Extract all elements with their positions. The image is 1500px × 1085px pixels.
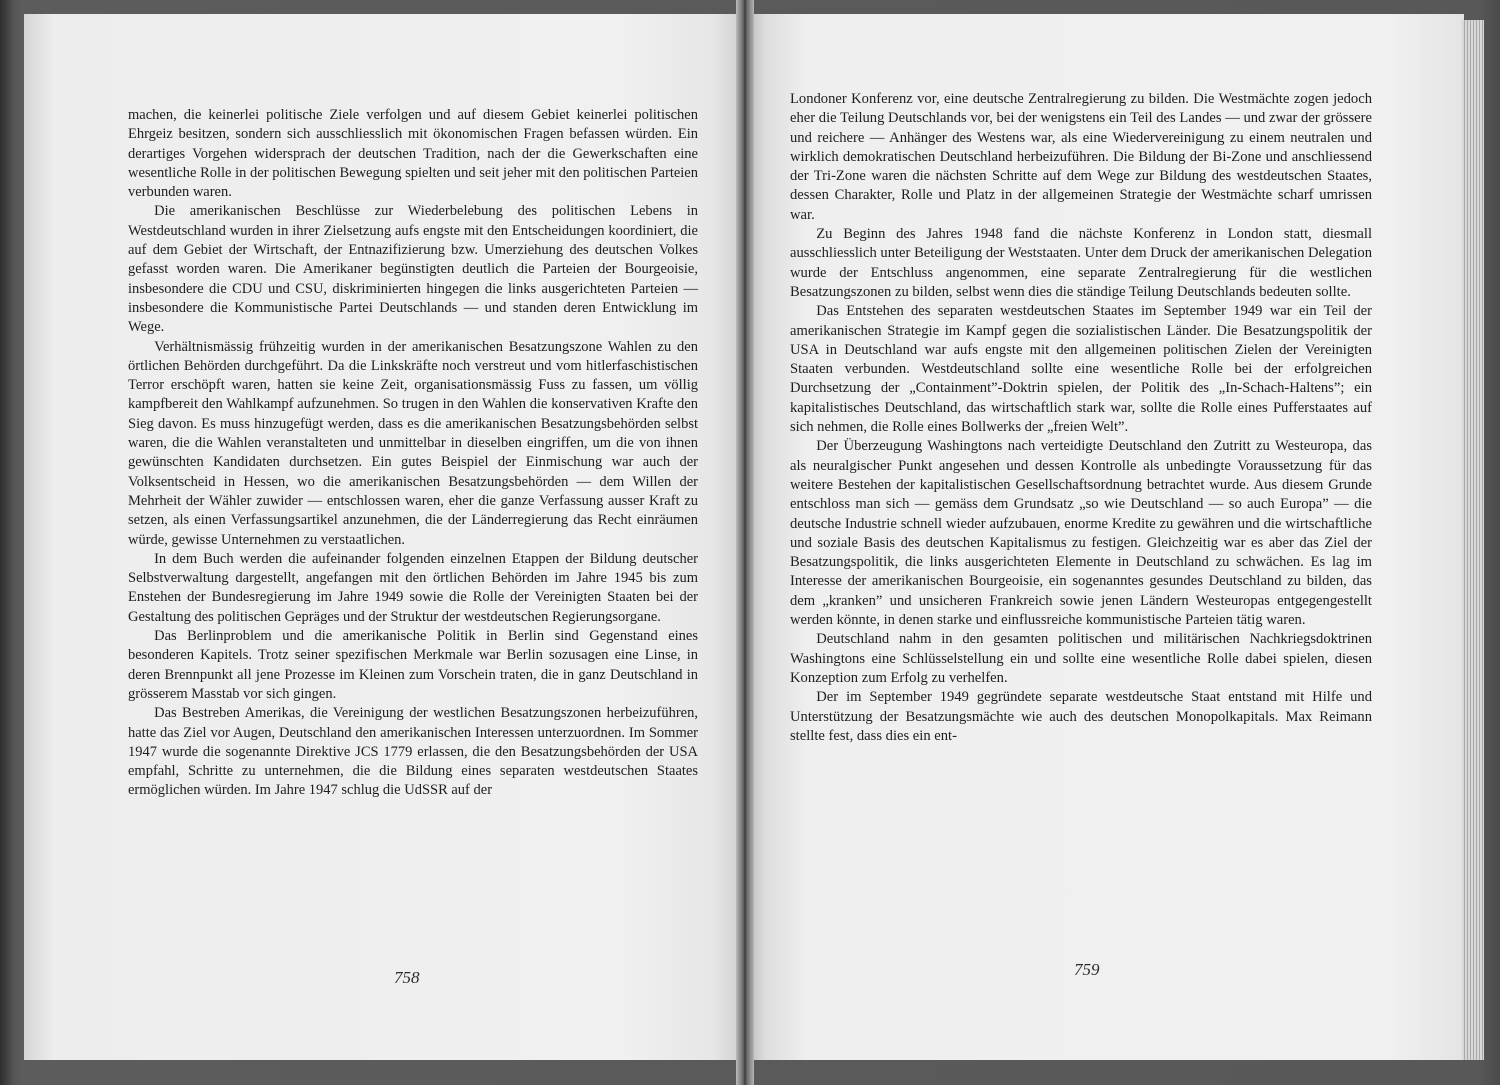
paragraph: Das Bestreben Amerikas, die Vereinigung der westlichen Besatzungszonen herbeizuführen, hatte das Ziel vor Augen, Deutschland den amerikanischen Interessen unterzuordnen. Im Sommer 1947 wurde die sogenannte Direktive JCS 1779 erlassen, die den Besatzungsbehörden der USA empfahl, Schritte zu unternehmen, die die Bildung eines separaten westdeutschen Staates ermöglichen würden. Im Jahre 1947 schlug die UdSSR auf der bbox=[128, 705, 698, 799]
left-page-text bbox=[128, 106, 698, 801]
right-page bbox=[748, 14, 1464, 1060]
page-edges bbox=[1462, 20, 1484, 1060]
paragraph: Der im September 1949 gegründete separate westdeutsche Staat entstand mit Hilfe und Unterstützung der Besatzungsmächte wie auch des deutschen Monopolkapitals. Max Reimann stellte fest, dass dies ein ent- bbox=[790, 689, 1372, 744]
left-page bbox=[24, 14, 742, 1060]
book-gutter bbox=[736, 0, 754, 1085]
paragraph: Deutschland nahm in den gesamten politischen und militärischen Nachkriegsdoktrinen Washingtons eine Schlüsselstellung ein und sollte eine wesentliche Rolle dabei spielen, diesen Konzeption zum Erfolg zu verhelfen. bbox=[790, 631, 1372, 686]
page-number-left: 758 bbox=[394, 968, 420, 987]
right-page-text bbox=[790, 90, 1372, 746]
paragraph: In dem Buch werden die aufeinander folgenden einzelnen Etappen der Bildung deutscher Selbstverwaltung dargestellt, angefangen mit den örtlichen Behörden im Jahre 1945 bis zum Enstehen der Bundesregierung im Jahre 1949 sowie die Rolle der Vereinigten Staaten bei der Gestaltung des politischen Gepräges und der Struktur der westdeutschen Regierungsorgane. bbox=[128, 550, 698, 625]
page-number-right: 759 bbox=[1074, 960, 1100, 979]
paragraph: Londoner Konferenz vor, eine deutsche Zentralregierung zu bilden. Die Westmächte zogen jedoch eher die Teilung Deutschlands vor, bei der wenigstens ein Teil des Landes — und zwar der grössere und reichere — Anhänger des Westens war, als eine Wiedervereinigung zu einem neutralen und wirklich demokratischen Deutschland herbeizuführen. Die Bildung der Bi-Zone und anschliessend der Tri-Zone waren die nächsten Schritte auf dem Wege zur Bildung des westdeutschen Staates, dessen Charakter, Rolle und Platz in der allgemeinen Strategie der Westmächte scharf umrissen war. bbox=[790, 91, 1372, 223]
paragraph: Zu Beginn des Jahres 1948 fand die nächste Konferenz in London statt, diesmall ausschliesslich unter Beteiligung der Weststaaten. Unter dem Druck der amerikanischen Delegation wurde der Entschluss angenommen, eine separate Zentralregierung für die westlichen Besatzungszonen zu bilden, selbst wenn dies die ständige Teilung Deutschlands bedeuten sollte. bbox=[790, 226, 1372, 300]
paragraph: Der Überzeugung Washingtons nach verteidigte Deutschland den Zutritt zu Westeuropa, das als neuralgischer Punkt angesehen und dessen Kontrolle als unbedingte Voraussetzung für das weitere Bestehen der kapitalistischen Gesellschaftsordnung betrachtet wurde. Aus diesem Grunde entschloss man sich — gemäss dem Grundsatz „so wie Deutschland — so auch Europa” — die deutsche Industrie schnell wieder aufzubauen, enorme Kredite zu gewähren und die wirtschaftliche und soziale Basis des deutschen Kapitalismus zu festigen. Gleichzeitig war es aber das Ziel der Besatzungspolitik, die links ausgerichteten Elemente in Deutschland zu schwächen. Es lag im Interesse der amerikanischen Bourgeoisie, ein sogenanntes gesundes Deutschland zu bilden, das dem „kranken” und unsicheren Frankreich sowie jenen Ländern Westeuropas entgegengestellt werden könnte, in denen starke und einflussreiche kommunistische Parteien tätig waren. bbox=[790, 438, 1372, 629]
paragraph: Verhältnismässig frühzeitig wurden in der amerikanischen Besatzungszone Wahlen zu den örtlichen Behörden durchgeführt. Da die Linkskräfte noch verstreut und vom hitlerfaschistischen Terror erschöpft waren, hatten sie keine Zeit, organisationsmässig Fuss zu fassen, um völlig kampfbereit den Wahlkampf aufzunehmen. So trugen in den Wahlen die konservativen Krafte den Sieg davon. Es muss hinzugefügt werden, dass es die amerikanischen Besatzungsbehörden selbst waren, die die Wahlen veranstalteten und unmittelbar in dieselben eingriffen, um die von ihnen gewünschten Kandidaten durchsetzen. Ein gutes Beispiel der Einmischung war auch der Volksentscheid in Hessen, wo die amerikanischen Besatzungsbehörden — dem Willen der Mehrheit der Wähler zuwider — entschlossen waren, eher die ganze Verfassung ausser Kraft zu setzen, als einen Verfassungsartikel anzunehmen, die der Länderregierung das Recht einräumen würde, gewisse Unternehmen zu verstaatlichen. bbox=[128, 338, 698, 548]
paragraph: Das Berlinproblem und die amerikanische Politik in Berlin sind Gegenstand eines besonderen Kapitels. Trotz seiner spezifischen Merkmale war Berlin sozusagen eine Linse, in deren Brennpunkt all jene Prozesse im Kleinen zum Vorschein traten, die in ganz Deutschland in grösserem Masstab vor sich gingen. bbox=[128, 628, 698, 702]
paragraph: Die amerikanischen Beschlüsse zur Wiederbelebung des politischen Lebens in Westdeutschland wurden in ihrer Zielsetzung aufs engste mit den Entscheidungen koordiniert, die auf dem Gebiet der Wirtschaft, der Entnazifizierung bzw. Umerziehung des deutschen Volkes gefasst worden waren. Die Amerikaner begünstigten deutlich die Parteien der Bourgeoisie, insbesondere die CDU und CSU, diskriminierten hingegen die links ausgerichteten Parteien — insbesondere die Kommunistische Partei Deutschlands — und standen deren Entwicklung im Wege. bbox=[128, 203, 698, 336]
paragraph: Das Entstehen des separaten westdeutschen Staates im September 1949 war ein Teil der amerikanischen Strategie im Kampf gegen die sozialistischen Länder. Die Besatzungspolitik der USA in Deutschland war aufs engste mit den allgemeinen politischen Zielen der Vereinigten Staaten verbunden. Westdeutschland sollte eine wesentliche Rolle bei der erfolgreichen Durchsetzung der „Containment”-Doktrin spielen, der Politik des „In-Schach-Haltens”; ein kapitalistisches Deutschland, das wirtschaftlich stark war, sollte die Rolle eines Pufferstaates auf sich nehmen, die Rolle eines Bollwerks der „freien Welt”. bbox=[790, 303, 1372, 436]
paragraph: machen, die keinerlei politische Ziele verfolgen und auf diesem Gebiet keinerlei politischen Ehrgeiz besitzen, sondern sich ausschliesslich mit ökonomischen Fragen befassen würden. Ein derartiges Vorgehen widersprach der deutschen Tradition, nach der die Gewerkschaften eine wesentliche Rolle in der politischen Bewegung spielten und seit jeher mit den politischen Parteien verbunden waren. bbox=[128, 107, 698, 201]
